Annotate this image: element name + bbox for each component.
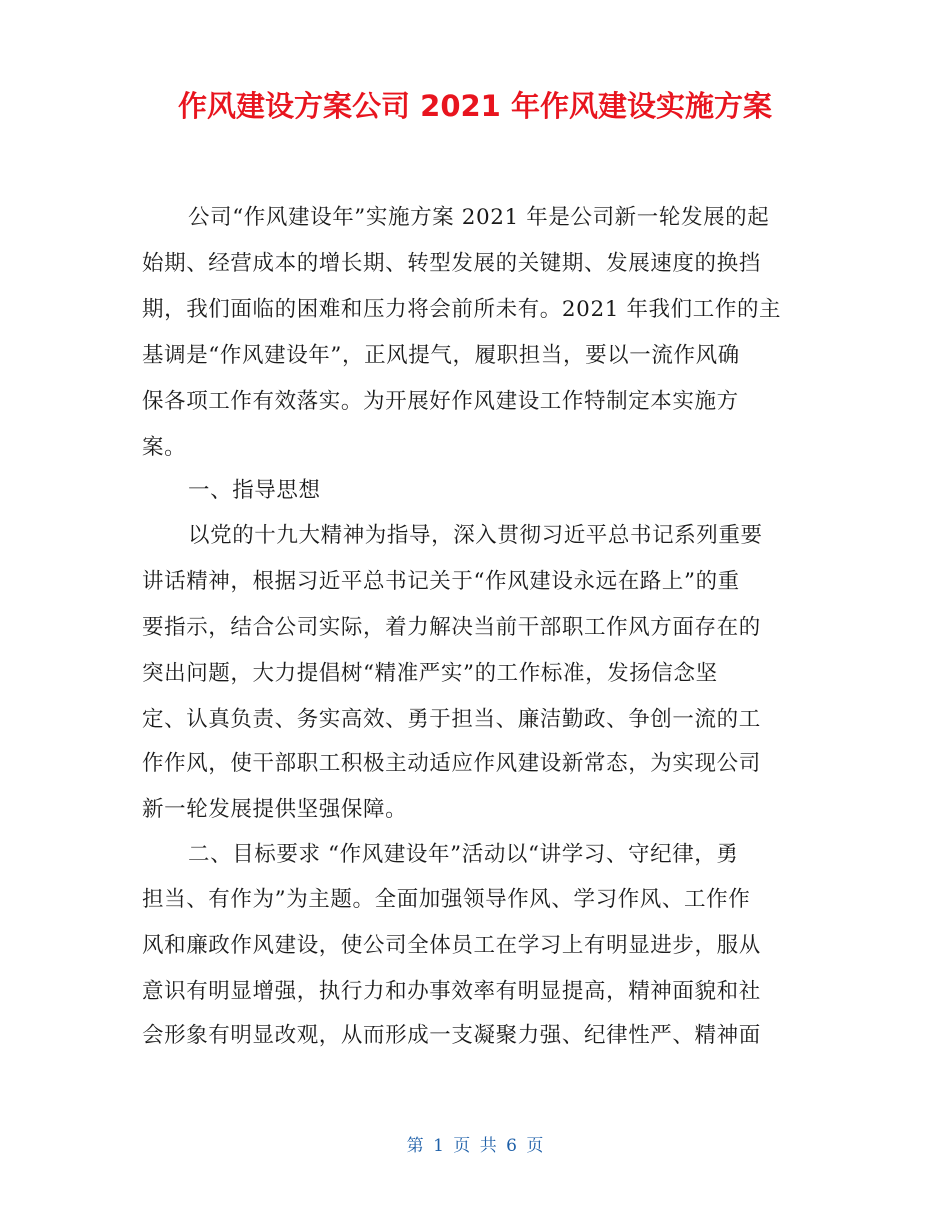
page-footer: 第 1 页 共 6 页 xyxy=(406,1136,544,1156)
text-line: 作作风，使干部职工积极主动适应作风建设新常态，为实现公司 xyxy=(142,751,761,776)
text-line: 保各项工作有效落实。为开展好作风建设工作特制定本实施方 xyxy=(142,389,739,414)
text-line: 以党的十九大精神为指导，深入贯彻习近平总书记系列重要 xyxy=(188,523,763,548)
text-line: 基调是“作风建设年”，正风提气，履职担当，要以一流作风确 xyxy=(142,343,740,368)
text-line: 期，我们面临的困难和压力将会前所未有。2021 年我们工作的主 xyxy=(142,297,782,322)
text-line: 始期、经营成本的增长期、转型发展的关键期、发展速度的换挡 xyxy=(142,251,761,276)
text-line: 意识有明显增强，执行力和办事效率有明显提高，精神面貌和社 xyxy=(142,979,761,1004)
text-line: 突出问题，大力提倡树“精准严实”的工作标准，发扬信念坚 xyxy=(142,661,718,686)
text-line: 定、认真负责、务实高效、勇于担当、廉洁勤政、争创一流的工 xyxy=(142,707,761,732)
text-line: 要指示，结合公司实际，着力解决当前干部职工作风方面存在的 xyxy=(142,615,761,640)
text-line: 案。 xyxy=(142,435,187,460)
text-line: 会形象有明显改观，从而形成一支凝聚力强、纪律性严、精神面 xyxy=(142,1023,761,1048)
section-heading: 一、指导思想 xyxy=(188,478,321,503)
text-line: 担当、有作为”为主题。全面加强领导作风、学习作风、工作作 xyxy=(142,887,751,912)
text-line: 公司“作风建设年”实施方案 2021 年是公司新一轮发展的起 xyxy=(188,205,770,230)
text-line: 新一轮发展提供坚强保障。 xyxy=(142,797,408,822)
section-heading: 二、目标要求 “作风建设年”活动以“讲学习、守纪律，勇 xyxy=(188,842,739,867)
text-line: 风和廉政作风建设，使公司全体员工在学习上有明显进步，服从 xyxy=(142,933,761,958)
document-title: 作风建设方案公司 2021 年作风建设实施方案 xyxy=(178,89,772,123)
text-line: 讲话精神，根据习近平总书记关于“作风建设永远在路上”的重 xyxy=(142,569,740,594)
